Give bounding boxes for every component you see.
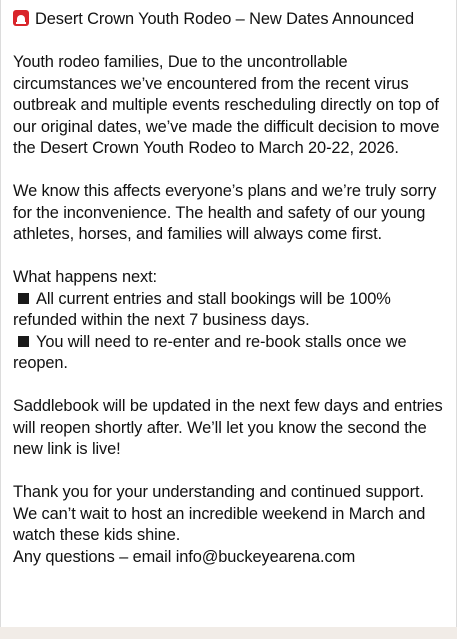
bullet-text: You will need to re-enter and re-book stalls once we reopen. [13,332,407,372]
bottom-edge [0,627,457,639]
black-square-icon [18,293,29,304]
post-title [13,9,451,31]
contact-line: Any questions – email info@buckeyearena.com [13,547,356,566]
intro-paragraph: Youth rodeo families, Due to the uncontrollable circumstances we’ve encountered from the recent virus outbreak and multiple events rescheduling directly on top of our original dates, we’ve made the difficult decision to move the Desert Crown Youth Rodeo to March 20-22, 2026. [13,53,440,157]
black-square-icon [18,336,29,347]
saddlebook-paragraph: Saddlebook will be updated in the next few days and entries will reopen shortly after. We’ll let you know the second the new link is live! [13,397,443,458]
bullet-text: All current entries and stall bookings will be 100% refunded within the next 7 business days. [13,289,391,329]
apology-paragraph: We know this affects everyone’s plans and we’re truly sorry for the inconvenience. The health and safety of our young athletes, horses, and families will always come first. [13,182,437,243]
police-siren-icon [13,10,29,26]
thanks-paragraph [13,482,451,568]
list-item [13,289,451,332]
post-body [13,9,451,568]
next-steps-heading: What happens next: [13,268,157,286]
list-item [13,332,451,375]
post-title-text: Desert Crown Youth Rodeo – New Dates Announced [35,10,415,28]
next-steps-section [13,267,451,375]
thanks-text: Thank you for your understanding and continued support. We can’t wait to host an incredible weekend in March and watch these kids shine. [13,483,426,544]
